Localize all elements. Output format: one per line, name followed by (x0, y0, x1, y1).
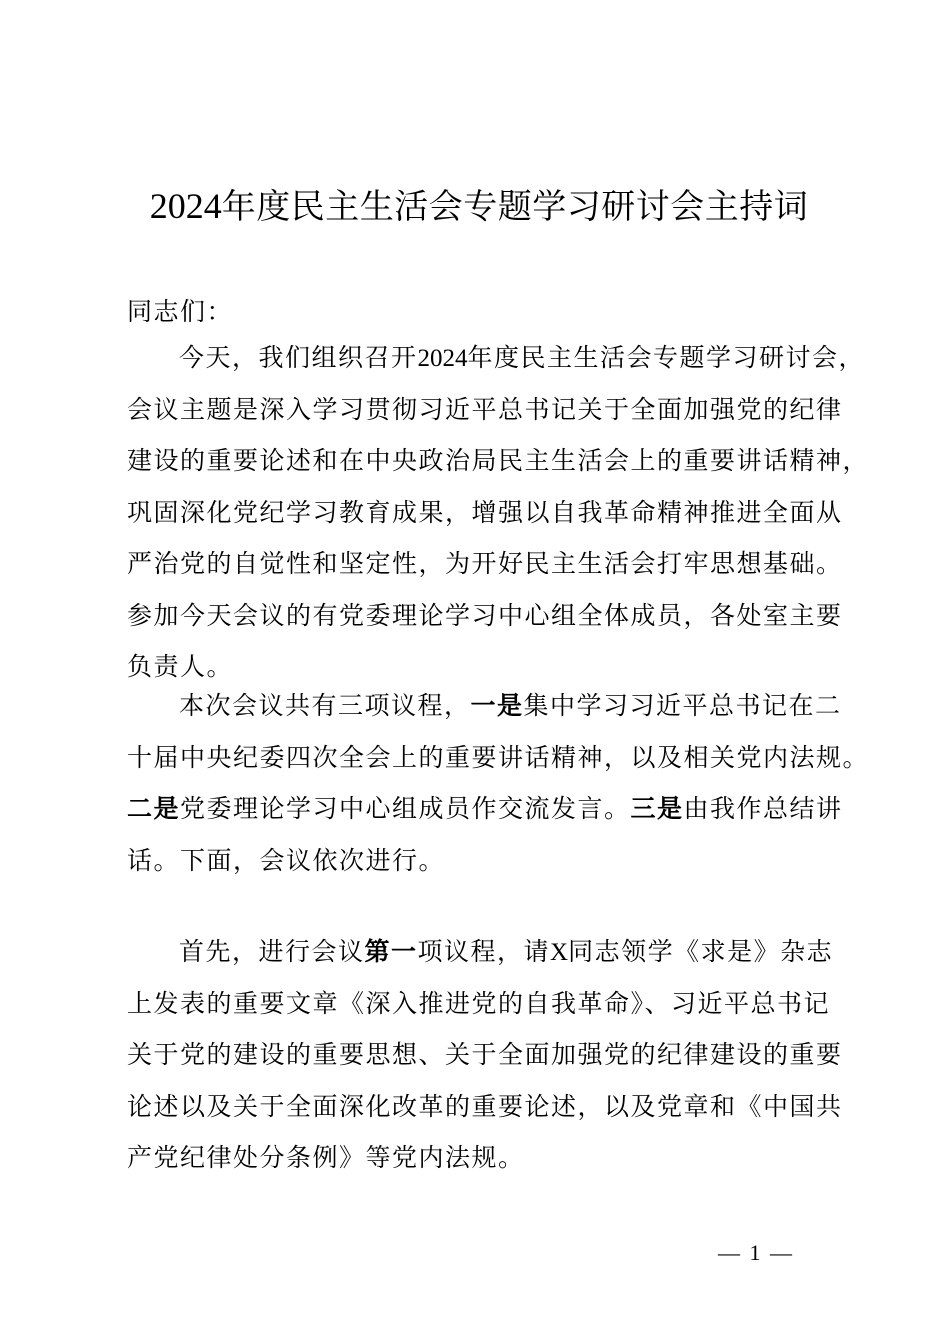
bold-run: 三是 (630, 794, 684, 823)
text-run: 集中学习习近平总书记在二 (523, 691, 842, 720)
paragraph-line: 负责人。 (127, 652, 234, 681)
paragraph-line: 上发表的重要文章《深入推进党的自我革命》、习近平总书记 (127, 988, 831, 1018)
text-run: 由我作总结讲 (683, 794, 843, 823)
text-run: 项议程，请 (417, 937, 551, 966)
paragraph-line (127, 926, 842, 978)
paragraph-agenda (127, 680, 870, 886)
paragraph-line: 建设的重要论述和在中央政治局民主生活会上的重要讲话精神， (127, 446, 870, 475)
paragraph-line: 论述以及关于全面深化改革的重要论述，以及党章和《中国共 (127, 1091, 843, 1121)
latin-run: X (550, 939, 569, 966)
title-year: 2024 (149, 186, 222, 226)
paragraph-first-item (127, 926, 842, 1184)
paragraph-line (127, 332, 866, 384)
bold-run: 第一 (364, 937, 418, 966)
page-number: — 1 — (718, 1240, 794, 1265)
text-run: 同志领学《求是》杂志 (568, 937, 834, 966)
bold-run: 二是 (127, 794, 181, 823)
paragraph-line (127, 783, 842, 835)
salutation: 同志们： (127, 297, 234, 326)
title-text: 年度民主生活会专题学习研讨会主持词 (221, 187, 809, 227)
paragraph-opening (127, 332, 870, 693)
paragraph-line: 十届中央纪委四次全会上的重要讲话精神，以及相关党内法规。 (127, 742, 870, 772)
text-run: 本次会议共有三项议程， (179, 691, 471, 720)
text-run: 年度民主生活会专题学习研讨会， (467, 343, 866, 372)
paragraph-line: 话。下面，会议依次进行。 (127, 845, 446, 875)
paragraph-line: 巩固深化党纪学习教育成果，增强以自我革命精神推进全面从 (127, 497, 843, 527)
paragraph-line: 关于党的建设的重要思想、关于全面加强党的纪律建设的重要 (127, 1040, 843, 1069)
document-title (0, 180, 950, 233)
text-run: 今天，我们组织召开 (179, 343, 418, 372)
year-run: 2024 (417, 345, 468, 372)
salutation-block (127, 286, 842, 338)
paragraph-line: 产党纪律处分条例》等党内法规。 (127, 1143, 525, 1172)
paragraph-line: 参加今天会议的有党委理论学习中心组全体成员，各处室主要 (127, 600, 843, 630)
paragraph-line: 严治党的自觉性和坚定性，为开好民主生活会打牢思想基础。 (127, 549, 843, 578)
paragraph-line (127, 680, 842, 732)
text-run: 党委理论学习中心组成员作交流发言。 (180, 794, 631, 823)
paragraph-line: 会议主题是深入学习贯彻习近平总书记关于全面加强党的纪律 (127, 394, 843, 424)
text-run: 首先，进行会议 (179, 937, 365, 966)
bold-run: 一是 (470, 691, 524, 720)
